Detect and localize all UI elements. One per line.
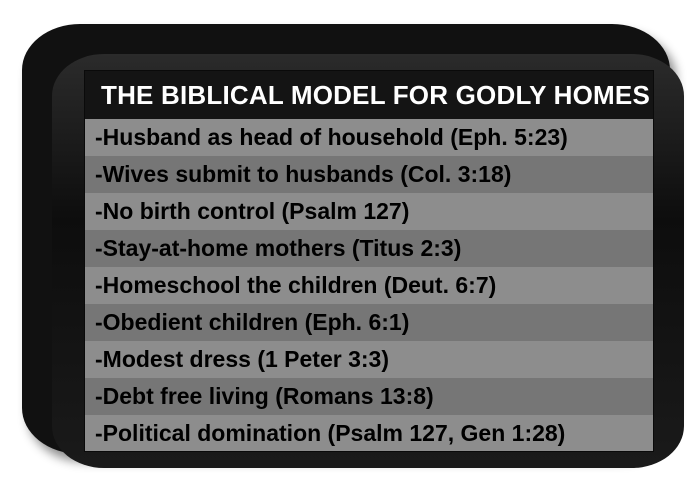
plaque-panel <box>84 70 654 452</box>
list-item: -No birth control (Psalm 127) <box>85 193 653 230</box>
list-item: -Modest dress (1 Peter 3:3) <box>85 341 653 378</box>
list-item: -Wives submit to husbands (Col. 3:18) <box>85 156 653 193</box>
plaque-title: THE BIBLICAL MODEL FOR GODLY HOMES <box>85 71 653 119</box>
plaque-list <box>85 119 653 452</box>
list-item: -Obedient children (Eph. 6:1) <box>85 304 653 341</box>
plaque-frame <box>22 24 670 454</box>
list-item: -Political domination (Psalm 127, Gen 1:28) <box>85 415 653 452</box>
list-item: -Debt free living (Romans 13:8) <box>85 378 653 415</box>
list-item: -Homeschool the children (Deut. 6:7) <box>85 267 653 304</box>
list-item: -Husband as head of household (Eph. 5:23) <box>85 119 653 156</box>
list-item: -Stay-at-home mothers (Titus 2:3) <box>85 230 653 267</box>
